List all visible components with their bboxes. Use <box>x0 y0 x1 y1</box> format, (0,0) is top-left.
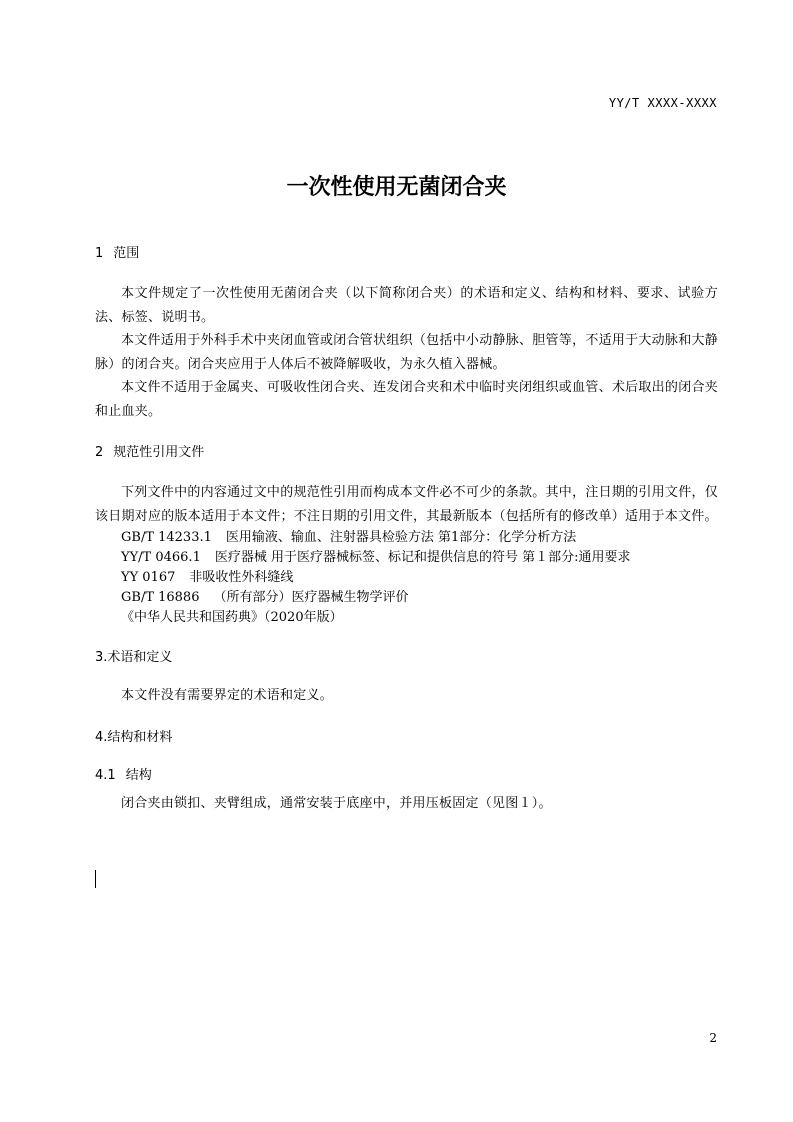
section-structure-materials <box>95 728 718 816</box>
section-title: 规范性引用文件 <box>113 445 205 460</box>
reference-code: GB/T 16886 <box>121 590 200 605</box>
terms-paragraph: 本文件没有需要界定的术语和定义。 <box>121 688 334 703</box>
text-cursor[interactable] <box>95 870 96 888</box>
section-normative-references <box>95 443 718 628</box>
page-number: 2 <box>709 1031 717 1045</box>
reference-item <box>95 588 718 608</box>
section-heading-structure <box>95 728 718 748</box>
reference-code: YY/T 0466.1 <box>121 550 201 565</box>
reference-code: YY 0167 <box>121 570 176 585</box>
reference-item <box>95 548 718 568</box>
section-number: 2 <box>95 445 104 460</box>
section-title: 术语和定义 <box>107 650 173 665</box>
scope-paragraph: 本文件不适用于金属夹、可吸收性闭合夹、连发闭合夹和术中临时夹闭组织或血管、术后取出的闭合夹和止血夹。 <box>95 380 718 419</box>
section-heading-scope <box>95 244 718 264</box>
section-title: 范围 <box>113 246 140 261</box>
reference-title: 医疗器械 用于医疗器械标签、标记和提供信息的符号 第１部分:通用要求 <box>214 550 631 565</box>
scope-paragraph: 本文件适用于外科手术中夹闭血管或闭合管状组织（包括中小动静脉、胆管等，不适用于大动脉和大静脉）的闭合夹。闭合夹应用于人体后不被降解吸收，为永久植入器械。 <box>95 333 718 372</box>
section-title: 结构和材料 <box>107 729 173 745</box>
reference-item <box>95 528 718 548</box>
structure-paragraph: 闭合夹由锁扣、夹臂组成，通常安装于底座中，并用压板固定（见图１）。 <box>121 795 552 811</box>
document-title: 一次性使用无菌闭合夹 <box>286 175 507 200</box>
references-intro: 下列文件中的内容通过文中的规范性引用而构成本文件必不可少的条款。其中，注日期的引用文件，仅该日期对应的版本适用于本文件；不注日期的引用文件，其最新版本（包括所有的修改单）适用于本文件。 <box>95 485 718 524</box>
reference-title: 医用输液、输血、注射器具检验方法 第1部分：化学分析方法 <box>225 530 577 545</box>
section-number: 4. <box>95 729 108 745</box>
reference-title: 非吸收性外科缝线 <box>189 570 294 585</box>
section-heading-references <box>95 443 718 463</box>
reference-title: （所有部分）医疗器械生物学评价 <box>213 590 409 605</box>
subsection-number: 4.1 <box>95 767 116 783</box>
section-number: 1 <box>95 246 104 261</box>
document-body <box>95 244 718 815</box>
reference-item-pharmacopoeia: 《中华人民共和国药典》（2020年版） <box>121 610 343 625</box>
subsection-heading-structure <box>95 766 718 786</box>
standard-code: YY/T XXXX-XXXX <box>608 96 717 110</box>
scope-paragraph: 本文件规定了一次性使用无菌闭合夹（以下简称闭合夹）的术语和定义、结构和材料、要求、试验方法、标签、说明书。 <box>95 286 718 325</box>
section-terms-definitions <box>95 648 718 708</box>
reference-item <box>95 568 718 588</box>
section-scope <box>95 244 718 423</box>
section-number: 3. <box>95 650 108 665</box>
subsection-title: 结构 <box>125 767 152 783</box>
section-heading-terms <box>95 648 718 668</box>
reference-code: GB/T 14233.1 <box>121 530 212 545</box>
